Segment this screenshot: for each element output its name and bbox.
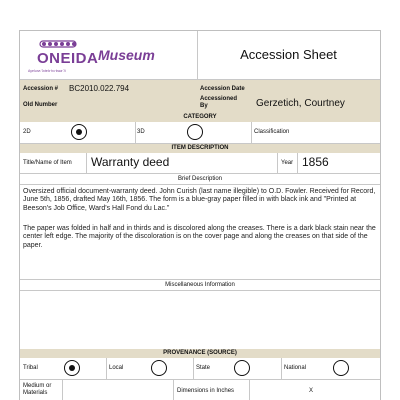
- category-heading-bar: [20, 112, 380, 122]
- item-heading-bar: [20, 144, 380, 153]
- radio-3d[interactable]: [187, 124, 203, 140]
- year-value[interactable]: 1856: [302, 155, 329, 169]
- category-row: [20, 122, 380, 143]
- brief-description-paragraph-2[interactable]: The paper was folded in half and in thirds and is discolored along the creases. There is a dark black stain near the center left edge. The majority of the discoloration is on the cover page and along the creases on that side of the paper.: [23, 225, 376, 249]
- radio-local[interactable]: [151, 360, 167, 376]
- title-row: [20, 153, 380, 173]
- tribal-label: Tribal: [23, 365, 38, 371]
- rule: [281, 358, 282, 379]
- oneida-logo: [24, 37, 99, 79]
- accessioned-by-value[interactable]: Gerzetich, Courtney: [256, 98, 345, 109]
- rule: [277, 153, 278, 173]
- rule: [20, 173, 380, 174]
- dimensions-separator: X: [309, 388, 314, 394]
- title-value[interactable]: Warranty deed: [91, 155, 170, 169]
- rule: [20, 279, 380, 280]
- logo-text: ONEIDA: [37, 50, 99, 67]
- state-label: State: [196, 365, 211, 371]
- materials-row: [20, 380, 380, 400]
- logo-tagline: Ayelunʌ·ʔɛtelɪ·hɔ·kwa·ʔi: [28, 69, 66, 73]
- rule: [106, 358, 107, 379]
- misc-info-label: Miscellaneous Information: [165, 282, 235, 288]
- option-3d-label: 3D: [137, 129, 145, 135]
- accession-number-label: Accession #: [23, 86, 59, 92]
- provenance-heading-bar: [20, 349, 380, 358]
- provenance-heading: PROVENANCE (SOURCE): [163, 350, 237, 356]
- radio-state[interactable]: [234, 360, 250, 376]
- rule: [86, 153, 87, 173]
- accession-info: [20, 80, 380, 112]
- radio-selected-dot: [69, 365, 75, 371]
- rule: [173, 380, 174, 400]
- radio-national[interactable]: [333, 360, 349, 376]
- classification-label: Classification: [254, 129, 290, 135]
- national-label: National: [284, 365, 307, 371]
- accessioned-by-label: Accessioned By: [200, 96, 238, 109]
- year-label: Year: [281, 160, 294, 166]
- accession-date-label: Accession Date: [200, 86, 245, 92]
- rule: [135, 122, 136, 143]
- provenance-row: [20, 358, 380, 379]
- item-heading: ITEM DESCRIPTION: [171, 145, 229, 151]
- old-number-label: Old Number: [23, 102, 58, 108]
- accession-sheet: [19, 30, 381, 400]
- medium-materials-label: Medium or Materials: [23, 383, 52, 396]
- rule: [251, 122, 252, 143]
- title-label: Title/Name of Item: [23, 160, 72, 166]
- logo-emblem-icon: [24, 37, 92, 51]
- brief-description-paragraph-1[interactable]: Oversized official document-warranty deed. John Curish (last name illegible) to O.D. Fowler. Received for Record, June 5th, 1856, drafted May 16th, 1856. The form is a blue-gray paper filled in with black ink and "Printed at Beeson's Job Office, Ward's Hall Fond du Lac.": [23, 188, 376, 212]
- brief-description-label: Brief Description: [177, 176, 222, 182]
- category-heading: CATEGORY: [183, 114, 217, 120]
- option-2d-label: 2D: [23, 129, 31, 135]
- local-label: Local: [109, 365, 124, 371]
- rule: [193, 358, 194, 379]
- rule: [249, 380, 250, 400]
- rule: [20, 184, 380, 185]
- museum-label: Museum: [98, 47, 155, 63]
- radio-2d[interactable]: [71, 124, 87, 140]
- misc-info-field[interactable]: [20, 291, 380, 349]
- medium-materials-field[interactable]: [63, 380, 173, 400]
- accession-number-value[interactable]: BC2010.022.794: [69, 84, 130, 93]
- rule: [297, 153, 298, 173]
- radio-tribal[interactable]: [64, 360, 80, 376]
- sheet-title: Accession Sheet: [240, 47, 337, 62]
- dimensions-label: Dimensions in Inches: [177, 388, 235, 394]
- radio-selected-dot: [76, 129, 82, 135]
